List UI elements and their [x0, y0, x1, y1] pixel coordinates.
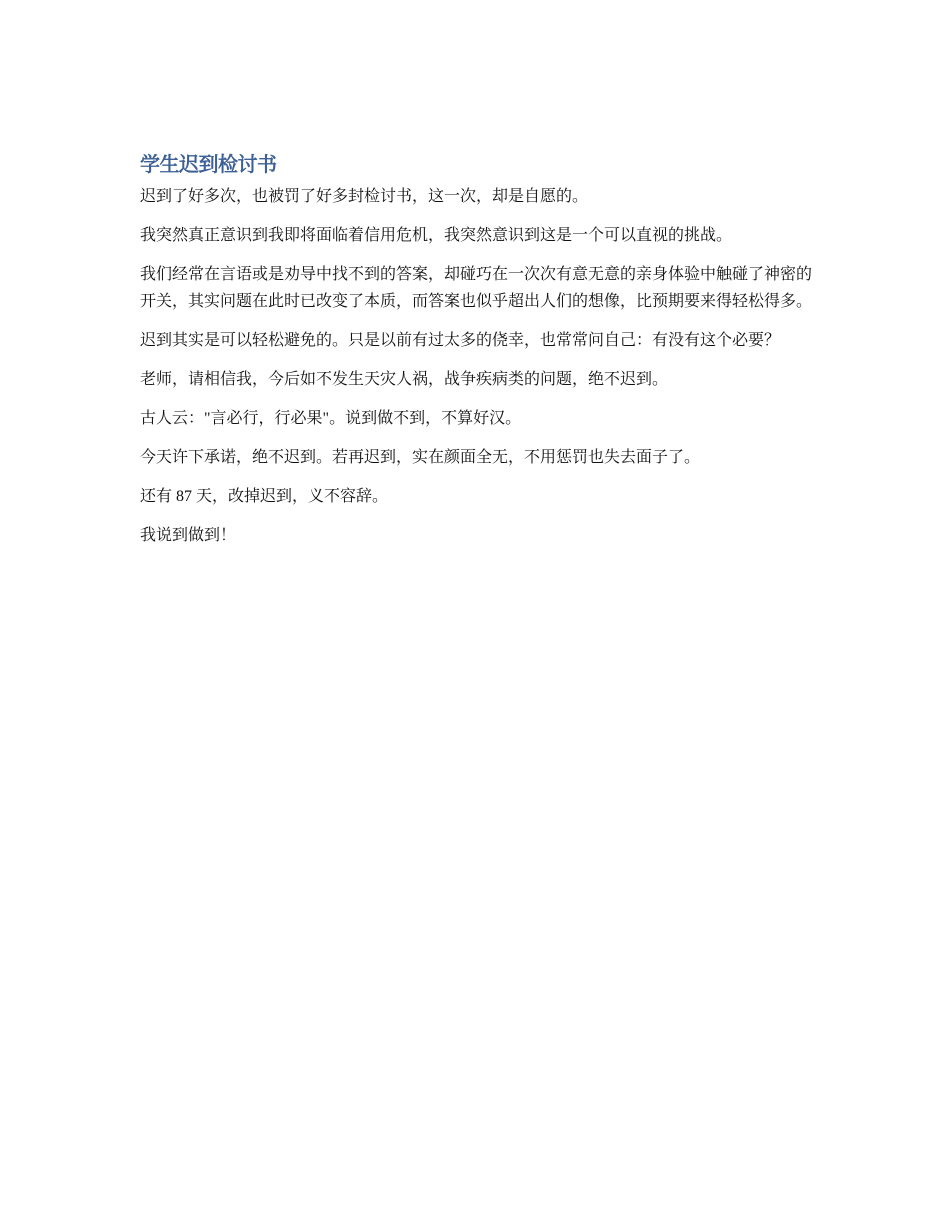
paragraph: 迟到了好多次，也被罚了好多封检讨书，这一次，却是自愿的。	[140, 188, 589, 205]
paragraph: 迟到其实是可以轻松避免的。只是以前有过太多的侥幸，也常常问自己：有没有这个必要？	[140, 332, 781, 349]
paragraph: 还有 87 天，改掉迟到，义不容辞。	[140, 488, 389, 505]
paragraph: 老师，请相信我，今后如不发生天灾人祸，战争疾病类的问题，绝不迟到。	[140, 371, 669, 388]
paragraph: 我们经常在言语或是劝导中找不到的答案，却碰巧在一次次有意无意的亲身体验中触碰了神密的开关，其实问题在此时已改变了本质，而答案也似乎超出人们的想像，比预期要来得轻松得多。	[140, 266, 813, 310]
paragraph: 古人云："言必行，行必果"。说到做不到，不算好汉。	[140, 410, 522, 427]
paragraph: 我说到做到！	[140, 527, 237, 544]
document-page	[140, 148, 812, 561]
document-title: 学生迟到检讨书	[140, 152, 277, 176]
paragraph: 我突然真正意识到我即将面临着信用危机，我突然意识到这是一个可以直视的挑战。	[140, 227, 733, 244]
paragraph: 今天许下承诺，绝不迟到。若再迟到，实在颜面全无，不用惩罚也失去面子了。	[140, 449, 701, 466]
